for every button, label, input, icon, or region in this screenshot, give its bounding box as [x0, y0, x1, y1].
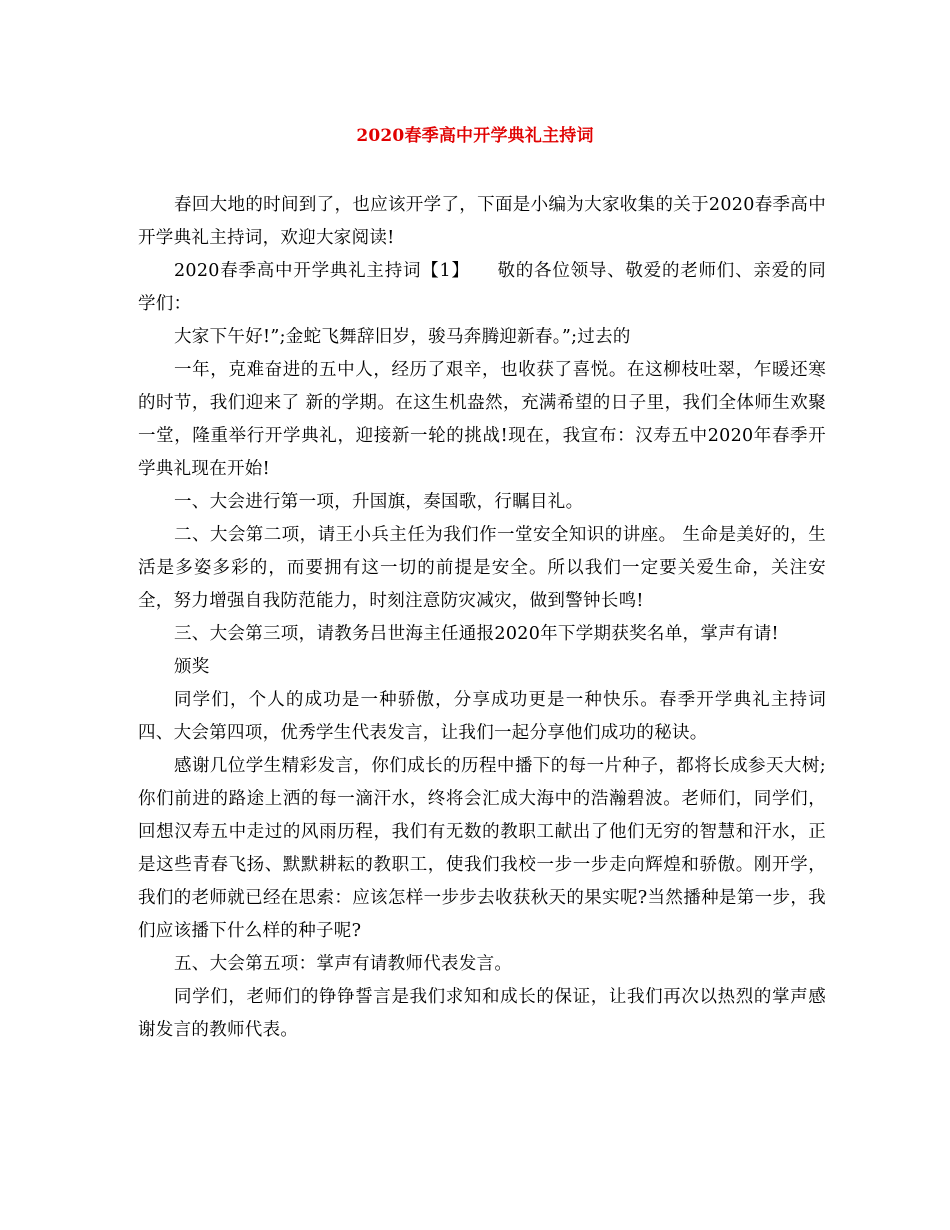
paragraph-item-1: 一、大会进行第一项，升国旗，奏国歌，行瞩目礼。	[174, 492, 584, 512]
paragraph-item-4: 同学们，个人的成功是一种骄傲，分享成功更是一种快乐。春季开学典礼主持词四、大会第四项，优秀学生代表发言，让我们一起分享他们成功的秘诀。	[138, 690, 826, 743]
paragraph-opening: 一年，克难奋进的五中人，经历了艰辛，也收获了喜悦。在这柳枝吐翠，乍暖还寒的时节，我们迎来了 新的学期。在这生机盎然，充满希望的日子里，我们全体师生欢聚一堂，隆重举行开学典礼，迎接新一轮的挑战!现在，我宣布：汉寿五中2020年春季开学典礼现在开始!	[138, 360, 826, 479]
paragraph-closing: 同学们，老师们的铮铮誓言是我们求知和成长的保证，让我们再次以热烈的掌声感谢发言的教师代表。	[138, 987, 826, 1040]
paragraph-thanks: 感谢几位学生精彩发言，你们成长的历程中播下的每一片种子，都将长成参天大树;你们前进的路途上洒的每一滴汗水，终将会汇成大海中的浩瀚碧波。老师们，同学们，回想汉寿五中走过的风雨历程，我们有无数的教职工献出了他们无穷的智慧和汗水，正是这些青春飞扬、默默耕耘的教职工，使我们我校一步一步走向辉煌和骄傲。刚开学，我们的老师就已经在思索：应该怎样一步步去收获秋天的果实呢?当然播种是第一步，我们应该播下什么样的种子呢?	[138, 756, 826, 941]
paragraph-greeting: 大家下午好!”;金蛇飞舞辞旧岁，骏马奔腾迎新春。”;过去的	[174, 327, 631, 347]
paragraph-item-5: 五、大会第五项：掌声有请教师代表发言。	[174, 954, 513, 974]
paragraph-item-2: 二、大会第二项，请王小兵主任为我们作一堂安全知识的讲座。 生命是美好的，生活是多姿多彩的，而要拥有这一切的前提是安全。所以我们一定要关爱生命，关注安全，努力增强自我防范能力，时刻注意防灾减灾，做到警钟长鸣!	[138, 525, 826, 611]
paragraph-greeting-header: 2020春季高中开学典礼主持词【1】 敬的各位领导、敬爱的老师们、亲爱的同学们：	[138, 261, 826, 314]
paragraph-item-3: 三、大会第三项，请教务吕世海主任通报2020年下学期获奖名单，掌声有请!	[174, 624, 779, 644]
document-body	[138, 189, 826, 1047]
paragraph-award: 颁奖	[174, 657, 210, 677]
document-title: 2020春季高中开学典礼主持词	[356, 126, 594, 146]
paragraph-intro: 春回大地的时间到了，也应该开学了，下面是小编为大家收集的关于2020春季高中开学典礼主持词，欢迎大家阅读!	[138, 195, 826, 248]
